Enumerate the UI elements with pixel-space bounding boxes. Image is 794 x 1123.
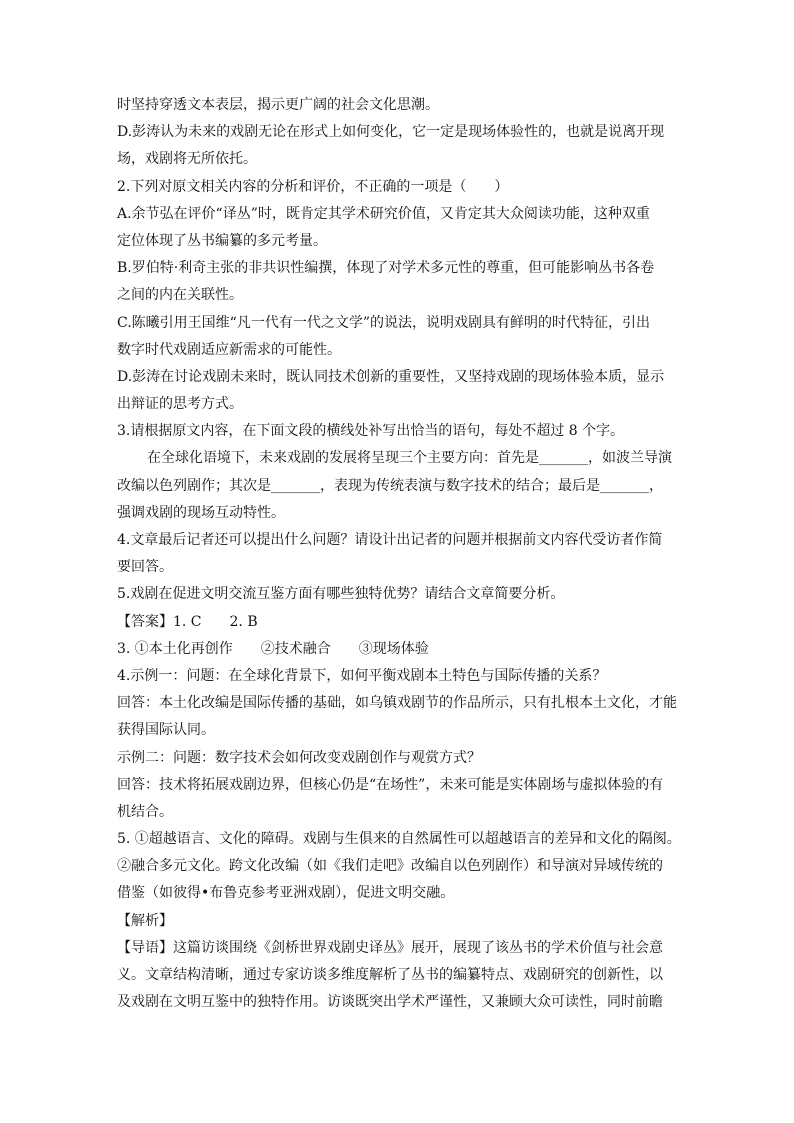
answer-text: 示例二：问题：数字技术会如何改变戏剧创作与观赏方式？ (117, 749, 481, 766)
text-line: 要回答。 (117, 559, 173, 576)
question-2: 2.下列对原文相关内容的分析和评价，不正确的一项是（ ） (117, 178, 509, 195)
question-5: 5.戏剧在促进文明交流互鉴方面有哪些独特优势？请结合文章简要分析。 (117, 586, 565, 603)
option-b-line: B.罗伯特·利奇主张的非共识性编撰，体现了对学术多元性的尊重，但可能影响丛书各卷 (117, 260, 655, 277)
fill-in-passage: 在全球化语境下，未来戏剧的发展将呈现三个主要方向：首先是_______，如波兰导演 (147, 450, 672, 467)
answer-text: 回答：技术将拓展戏剧边界，但核心仍是“在场性”，未来可能是实体剧场与虚拟体验的有 (117, 776, 664, 793)
analysis-text: 义。文章结构清晰，通过专家访谈多维度解析了丛书的编纂特点、戏剧研究的创新性，以 (117, 967, 663, 983)
analysis-text: 及戏剧在文明互鉴中的独特作用。访谈既突出学术严谨性，又兼顾大众可读性，同时前瞻 (117, 994, 663, 1011)
answer-3: 3. ①本土化再创作 ②技术融合 ③现场体验 (117, 640, 429, 657)
analysis-heading: 【解析】 (117, 912, 173, 929)
text-line: 场，戏剧将无所依托。 (117, 151, 257, 168)
fill-in-passage: 强调戏剧的现场互动特性。 (117, 504, 285, 521)
answer-text: 获得国际认同。 (117, 722, 215, 739)
analysis-text: 【导语】这篇访谈围绕《剑桥世界戏剧史译丛》展开，展现了该丛书的学术价值与社会意 (117, 939, 663, 956)
answer-text: 借鉴（如彼得•布鲁克参考亚洲戏剧），促进文明交融。 (117, 885, 455, 902)
text-line: 时坚持穿透文本表层，揭示更广阔的社会文化思潮。 (117, 97, 439, 113)
document-body (117, 92, 687, 1016)
option-a-line: A.余节弘在评价“译丛”时，既肯定其学术研究价值，又肯定其大众阅读功能，这种双重 (117, 205, 650, 222)
text-line: 定位体现了丛书编纂的多元考量。 (117, 232, 327, 249)
answer-text: ②融合多元文化。跨文化改编（如《我们走吧》改编自以色列剧作）和导演对异域传统的 (117, 858, 663, 875)
question-3: 3.请根据原文内容，在下面文段的横线处补写出恰当的语句，每处不超过 8 个字。 (117, 423, 625, 440)
text-line: 数字时代戏剧适应新需求的可能性。 (117, 341, 341, 358)
option-d-line: D.彭涛在讨论戏剧未来时，既认同技术创新的重要性，又坚持戏剧的现场体验本质，显示 (117, 368, 665, 385)
text-line: 之间的内在关联性。 (117, 287, 243, 304)
option-c-line: C.陈曦引用王国维“凡一代有一代之文学”的说法，说明戏剧具有鲜明的时代特征，引出 (117, 314, 650, 331)
answer-text: 回答：本土化改编是国际传播的基础，如乌镇戏剧节的作品所示，只有扎根本土文化，才能 (117, 695, 677, 712)
answer-5: 5. ①超越语言、文化的障碍。戏剧与生俱来的自然属性可以超越语言的差异和文化的隔阂。 (117, 831, 681, 848)
answer-text: 机结合。 (117, 803, 173, 820)
answer-4: 4.示例一：问题：在全球化背景下，如何平衡戏剧本土特色与国际传播的关系？ (117, 667, 607, 684)
text-line: 出辩证的思考方式。 (117, 396, 243, 413)
fill-in-passage: 改编以色列剧作；其次是_______，表现为传统表演与数字技术的结合；最后是_______， (117, 477, 663, 494)
question-4: 4.文章最后记者还可以提出什么问题？请设计出记者的问题并根据前文内容代受访者作简 (117, 532, 663, 548)
option-d-line: D.彭涛认为未来的戏剧无论在形式上如何变化，它一定是现场体验性的，也就是说离开现 (117, 124, 665, 141)
answer-heading: 【答案】1. C 2. B (117, 613, 258, 630)
